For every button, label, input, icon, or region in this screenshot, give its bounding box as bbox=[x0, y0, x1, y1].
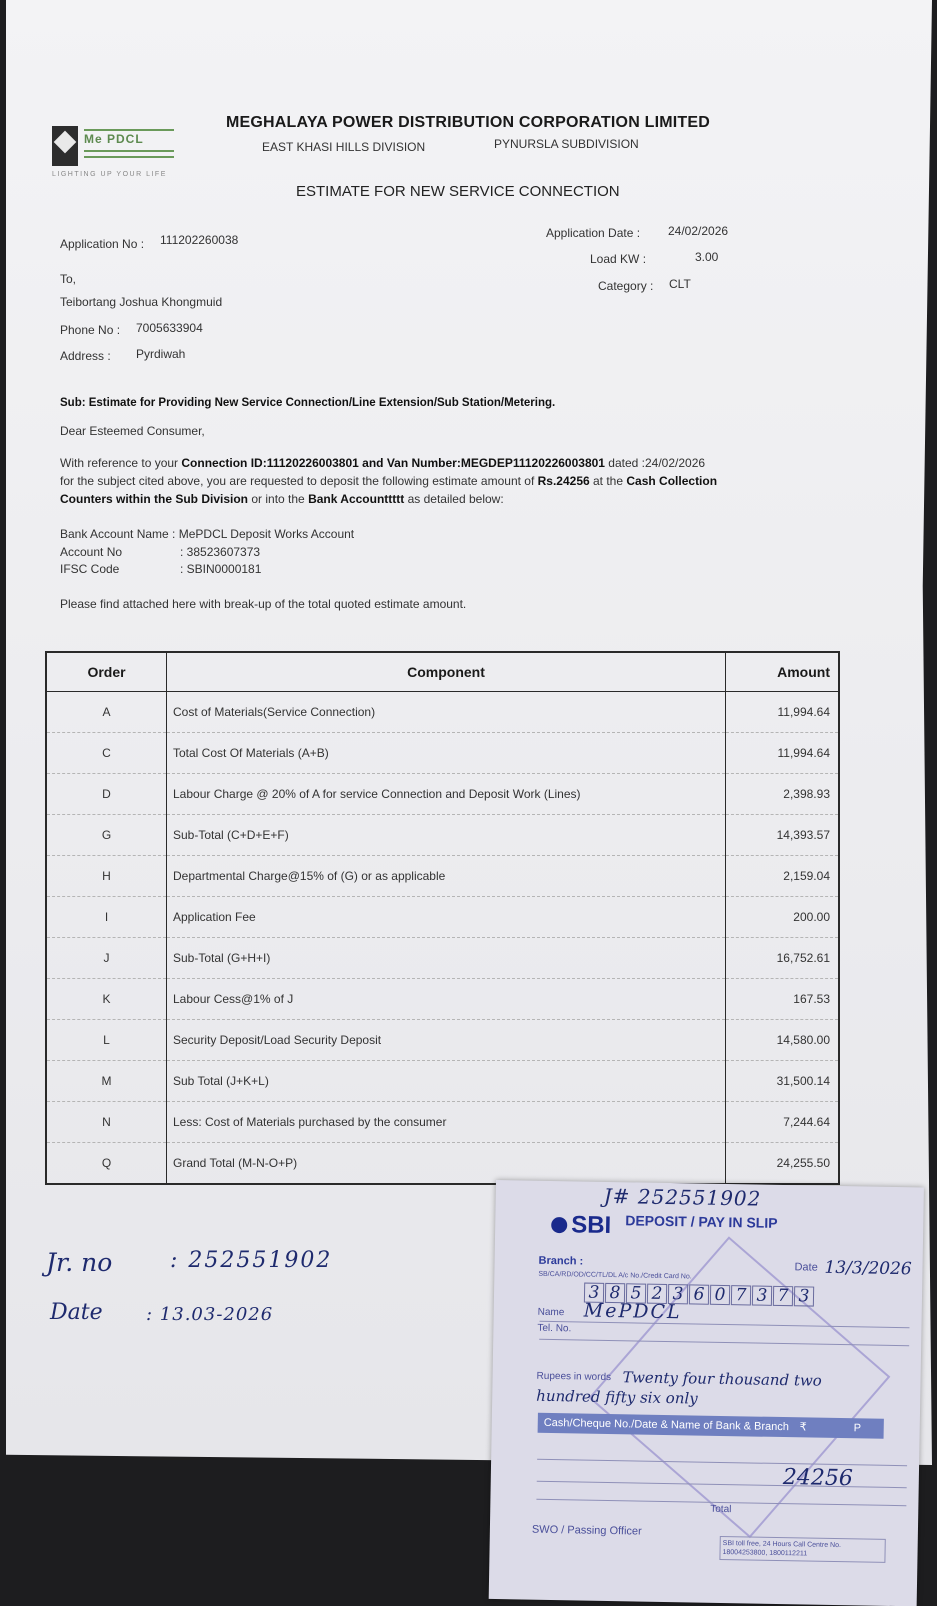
row-order: C bbox=[46, 733, 167, 774]
row-order: H bbox=[46, 856, 167, 897]
amount-in-words-line-2: hundred fifty six only bbox=[536, 1386, 698, 1408]
table-row bbox=[46, 1020, 839, 1061]
greeting: Dear Esteemed Consumer, bbox=[60, 424, 205, 438]
slip-name-label: Name bbox=[537, 1306, 565, 1319]
category-value: CLT bbox=[669, 277, 691, 291]
letter-paragraph-line-2: for the subject cited above, you are requested to deposit the following estimate amount of Rs.24256 at the Cash Collection bbox=[60, 474, 718, 488]
row-order: G bbox=[46, 815, 167, 856]
row-component: Sub-Total (G+H+I) bbox=[167, 938, 726, 979]
row-order: M bbox=[46, 1061, 167, 1102]
handwritten-jr-label: Jr. no bbox=[46, 1248, 113, 1277]
passing-officer-label: SWO / Passing Officer bbox=[531, 1523, 642, 1538]
load-kw-value: 3.00 bbox=[695, 250, 719, 264]
branch-label: Branch : bbox=[538, 1254, 584, 1268]
row-order: K bbox=[46, 979, 167, 1020]
handwritten-date-value: : 13.03-2026 bbox=[146, 1304, 274, 1325]
slip-date-value: 13/3/2026 bbox=[824, 1257, 912, 1280]
row-amount: 11,994.64 bbox=[726, 733, 840, 774]
row-amount: 14,393.57 bbox=[726, 815, 840, 856]
subdivision-name: PYNURSLA SUBDIVISION bbox=[494, 137, 639, 151]
ifsc-value: : SBIN0000181 bbox=[180, 562, 262, 576]
toll-free-note: SBI toll free, 24 Hours Call Centre No. 18004253800, 1800112211 bbox=[719, 1536, 885, 1563]
row-order: A bbox=[46, 692, 167, 733]
slip-name-value: MePDCL bbox=[583, 1299, 682, 1324]
row-amount: 16,752.61 bbox=[726, 938, 840, 979]
table-row bbox=[46, 938, 839, 979]
load-kw-label: Load KW : bbox=[590, 252, 647, 266]
table-row bbox=[46, 733, 839, 774]
slip-title: DEPOSIT / PAY IN SLIP bbox=[625, 1212, 778, 1231]
sbi-logo: SBI bbox=[551, 1211, 611, 1240]
letter-paragraph-line-1: With reference to your Connection ID:11120226003801 and Van Number:MEGDEP11120226003801 dated :24/02/2026 bbox=[60, 456, 706, 470]
application-date-label: Application Date : bbox=[546, 226, 641, 240]
phone-value: 7005633904 bbox=[136, 321, 203, 335]
ifsc-label: IFSC Code bbox=[60, 562, 120, 576]
subject-line: Sub: Estimate for Providing New Service Connection/Line Extension/Sub Station/Metering. bbox=[60, 397, 556, 409]
row-component: Grand Total (M-N-O+P) bbox=[173, 1156, 298, 1170]
logo-tagline: LIGHTING UP YOUR LIFE bbox=[52, 171, 167, 178]
row-amount: 167.53 bbox=[726, 979, 840, 1020]
row-amount: 14,580.00 bbox=[726, 1020, 840, 1061]
row-component: Total Cost Of Materials (A+B) bbox=[167, 733, 726, 774]
table-row bbox=[46, 856, 839, 897]
row-amount: 24,255.50 bbox=[726, 1143, 840, 1185]
account-no-value: : 38523607373 bbox=[180, 545, 261, 559]
row-component: Sub-Total (C+D+E+F) bbox=[167, 815, 726, 856]
handwritten-date-label: Date bbox=[50, 1300, 103, 1325]
logo-emblem-icon bbox=[52, 126, 78, 166]
header-order: Order bbox=[46, 652, 167, 692]
table-row bbox=[46, 815, 839, 856]
row-order: L bbox=[46, 1020, 167, 1061]
handwritten-jr-number: : 252551902 bbox=[170, 1248, 333, 1273]
row-amount: 7,244.64 bbox=[726, 1102, 840, 1143]
address-value: Pyrdiwah bbox=[136, 347, 186, 361]
row-amount: 11,994.64 bbox=[726, 692, 840, 733]
bank-account-name: Bank Account Name : MePDCL Deposit Works Account bbox=[60, 527, 355, 541]
table-row bbox=[46, 692, 839, 733]
row-component: Cost of Materials(Service Connection) bbox=[167, 692, 726, 733]
company-name: MEGHALAYA POWER DISTRIBUTION CORPORATION LIMITED bbox=[226, 114, 710, 131]
consumer-name: Teibortang Joshua Khongmuid bbox=[60, 295, 223, 309]
row-component: Sub Total (J+K+L) bbox=[167, 1061, 726, 1102]
row-component: Application Fee bbox=[167, 897, 726, 938]
row-component: Security Deposit/Load Security Deposit bbox=[167, 1020, 726, 1061]
table-row bbox=[46, 1102, 839, 1143]
slip-tel-label: Tel. No. bbox=[537, 1322, 572, 1335]
category-label: Category : bbox=[598, 279, 654, 293]
header-amount: Amount bbox=[726, 652, 840, 692]
table-row bbox=[46, 774, 839, 815]
application-no-value: 111202260038 bbox=[160, 233, 239, 247]
cheque-details-header: Cash/Cheque No./Date & Name of Bank & Branch ₹ P bbox=[538, 1413, 884, 1439]
row-order: J bbox=[46, 938, 167, 979]
table-row bbox=[46, 897, 839, 938]
amount-in-words-line-1: Twenty four thousand two bbox=[622, 1368, 822, 1390]
slip-date-label: Date bbox=[794, 1261, 818, 1274]
row-component: Labour Cess@1% of J bbox=[167, 979, 726, 1020]
row-order: N bbox=[46, 1102, 167, 1143]
attachment-note: Please find attached here with break-up of the total quoted estimate amount. bbox=[60, 597, 467, 611]
estimate-table bbox=[45, 651, 840, 1185]
to-line: To, bbox=[60, 272, 77, 286]
account-no-label: Account No bbox=[60, 545, 123, 559]
row-component: Less: Cost of Materials purchased by the consumer bbox=[167, 1102, 726, 1143]
mepdcl-logo bbox=[52, 126, 177, 182]
account-number-boxes: 3 8 5 2 3 6 0 7 3 7 3 bbox=[584, 1283, 815, 1307]
logo-text: Me PDCL bbox=[84, 132, 144, 146]
row-component: Labour Charge @ 20% of A for service Connection and Deposit Work (Lines) bbox=[167, 774, 726, 815]
row-amount: 2,398.93 bbox=[726, 774, 840, 815]
letter-paragraph-line-3: Counters within the Sub Division or into the Bank Accounttttt as detailed below: bbox=[60, 492, 504, 506]
rupees-in-words-label: Rupees in words bbox=[536, 1370, 612, 1384]
total-label: Total bbox=[710, 1503, 732, 1516]
row-order: I bbox=[46, 897, 167, 938]
address-label: Address : bbox=[60, 349, 111, 363]
table-header-row bbox=[46, 652, 839, 692]
application-date-value: 24/02/2026 bbox=[668, 224, 729, 238]
estimate-amount: Rs.24256 bbox=[537, 474, 590, 488]
sbi-logo-icon bbox=[551, 1217, 567, 1233]
row-order: D bbox=[46, 774, 167, 815]
table-row bbox=[46, 979, 839, 1020]
row-component: Departmental Charge@15% of (G) or as applicable bbox=[167, 856, 726, 897]
sbi-deposit-slip bbox=[489, 1180, 924, 1606]
row-amount: 2,159.04 bbox=[726, 856, 840, 897]
phone-label: Phone No : bbox=[60, 323, 121, 337]
row-order: Q bbox=[46, 1143, 167, 1185]
row-amount: 200.00 bbox=[726, 897, 840, 938]
table-row bbox=[46, 1061, 839, 1102]
table-row bbox=[46, 1143, 839, 1185]
slip-top-note: J# 252551902 bbox=[603, 1183, 762, 1211]
account-caption: SB/CA/RD/OD/CC/TL/DL A/c No./Credit Card No. bbox=[538, 1270, 692, 1281]
row-amount: 31,500.14 bbox=[726, 1061, 840, 1102]
document-title: ESTIMATE FOR NEW SERVICE CONNECTION bbox=[296, 183, 620, 200]
application-no-label: Application No : bbox=[60, 237, 145, 251]
division-name: EAST KHASI HILLS DIVISION bbox=[262, 140, 426, 154]
header-component: Component bbox=[167, 652, 726, 692]
deposit-amount: 24256 bbox=[782, 1465, 854, 1492]
